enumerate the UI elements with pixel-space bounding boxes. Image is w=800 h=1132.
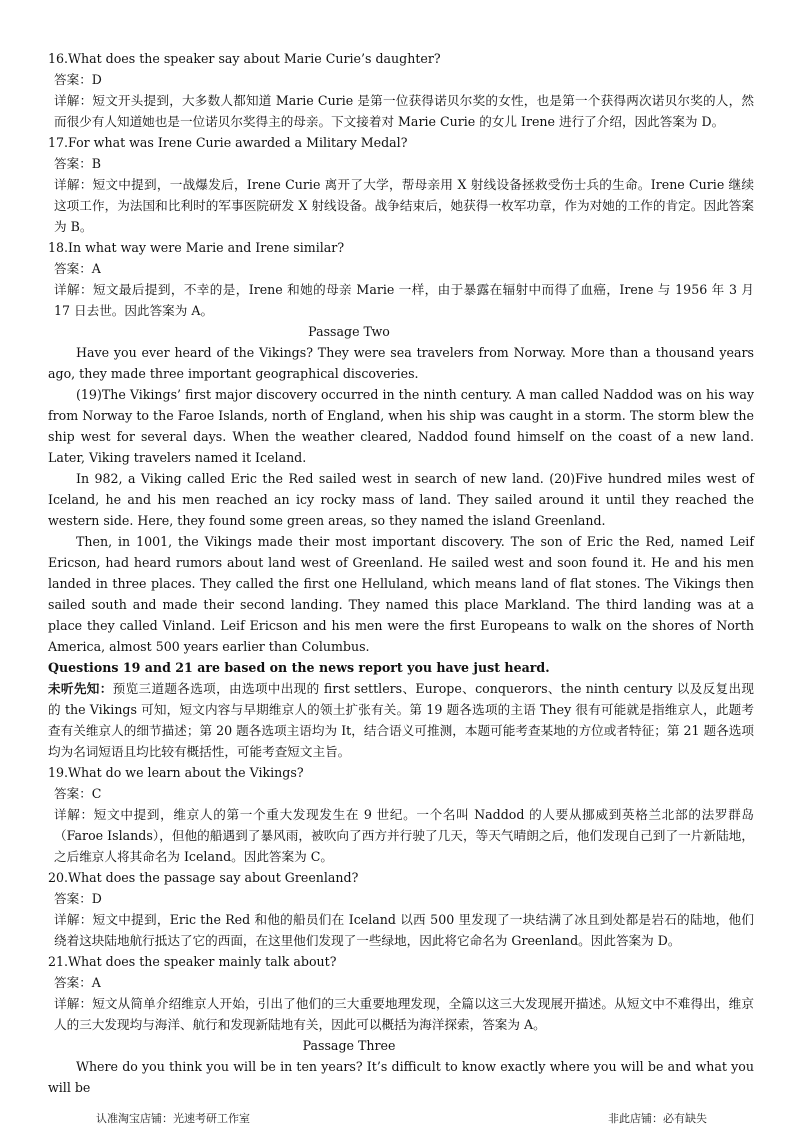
answer-19: 答案：C [54,786,102,801]
explanation-16: 详解：短文开头提到，大多数人都知道 Marie Curie 是第一位获得诺贝尔奖的女性，也是第一个获得两次诺贝尔奖的人，然而很少有人知道她也是一位诺贝尔奖得主的母亲。下文接着对 Marie Curie 的女儿 Irene 进行了介绍，因此答案为 D。 [54,93,754,129]
answer-16: 答案：D [54,72,102,87]
explanation-20: 详解：短文中提到，Eric the Red 和他的船员们在 Iceland 以西 500 里发现了一块结满了冰且到处都是岩石的陆地，他们绕着这块陆地航行抵达了它的西面，在这里他们发现了一些绿地，因此将它命名为 Greenland。因此答案为 D。 [54,912,754,948]
explanation-17: 详解：短文中提到，一战爆发后，Irene Curie 离开了大学，帮母亲用 X 射线设备拯救受伤士兵的生命。Irene Curie 继续这项工作，为法国和比利时的军事医院研发 X 射线设备。战争结束后，她获得一枚军功章，作为对她的工作的肯定。因此答案为 B。 [54,177,754,234]
preview-block [48,678,754,762]
question-16: 16.What does the speaker say about Marie Curie’s daughter? [48,51,441,66]
passage-two-paragraph: In 982, a Viking called Eric the Red sailed west in search of new land. (20)Five hundred miles west of Iceland, he and his men reached an icy rocky mass of land. They sailed around it until they reached the western side. Here, they found some green areas, so they named the island Greenland. [48,471,754,528]
question-19: 19.What do we learn about the Vikings? [48,765,304,780]
questions-heading: Questions 19 and 21 are based on the news report you have just heard. [48,660,550,675]
footer-warning: 非此店铺：必有缺失 [608,1112,707,1125]
preview-label: 未听先知： [48,681,113,696]
passage-two-paragraph: (19)The Vikings’ first major discovery occurred in the ninth century. A man called Naddod was on his way from Norway to the Faroe Islands, north of England, when his ship was caught in a storm. The storm blew the ship west for several days. When the weather cleared, Naddod found himself on the coast of a new land. Later, Viking travelers named it Iceland. [48,387,754,465]
passage-two-paragraph: Then, in 1001, the Vikings made their most important discovery. The son of Eric the Red, named Leif Ericson, had heard rumors about land west of Greenland. He sailed west and soon found it. He and his men landed in three places. They called the first one Helluland, which means land of flat stones. The Vikings then sailed south and made their second landing. They named this place Markland. The third landing was at a place they called Vinland. Leif Ericson and his men were the first Europeans to walk on the shores of North America, almost 500 years earlier than Columbus. [48,534,754,654]
answer-21: 答案：A [54,975,101,990]
answer-20: 答案：D [54,891,102,906]
document-page [48,48,754,1098]
explanation-19: 详解：短文中提到，维京人的第一个重大发现发生在 9 世纪。一个名叫 Naddod 的人要从挪威到英格兰北部的法罗群岛（Faroe Islands），但他的船遇到了暴风雨，被吹向了西方并行驶了几天，等天气晴朗之后，他们发现自己到了一片新陆地，之后维京人将其命名为 Iceland。因此答案为 C。 [54,807,754,864]
explanation-21: 详解：短文从简单介绍维京人开始，引出了他们的三大重要地理发现，全篇以这三大发现展开描述。从短文中不难得出，维京人的三大发现均与海洋、航行和发现新陆地有关，因此可以概括为海洋探索，答案为 A。 [54,996,754,1032]
question-17: 17.For what was Irene Curie awarded a Military Medal? [48,135,408,150]
explanation-18: 详解：短文最后提到，不幸的是，Irene 和她的母亲 Marie 一样，由于暴露在辐射中而得了血癌，Irene 与 1956 年 3 月 17 日去世。因此答案为 A。 [54,282,754,318]
passage-three-title: Passage Three [302,1038,396,1053]
answer-18: 答案：A [54,261,101,276]
answer-17: 答案：B [54,156,102,171]
passage-two-paragraph: Have you ever heard of the Vikings? They were sea travelers from Norway. More than a thousand years ago, they made three important geographical discoveries. [48,345,754,381]
footer-shop-notice: 认准淘宝店铺：光速考研工作室 [96,1112,250,1125]
question-21: 21.What does the speaker mainly talk about? [48,954,337,969]
preview-text: 预览三道题各选项，由选项中出现的 first settlers、Europe、conquerors、the ninth century 以及反复出现的 the Vikings 可知，短文内容与早期维京人的领土扩张有关。第 19 题各选项的主语 They 很有可能就是指维京人，此题考查有关维京人的细节描述；第 20 题各选项主语均为 It，结合语义可推测，本题可能考查某地的方位或者特征；第 21 题各选项均为名词短语且均比较有概括性，可能考查短文主旨。 [48,681,755,759]
passage-three-first-line: Where do you think you will be in ten years? It’s difficult to know exactly where you will be and what you will be [48,1059,754,1095]
question-18: 18.In what way were Marie and Irene similar? [48,240,345,255]
passage-two-title: Passage Two [308,324,390,339]
question-20: 20.What does the passage say about Greenland? [48,870,359,885]
